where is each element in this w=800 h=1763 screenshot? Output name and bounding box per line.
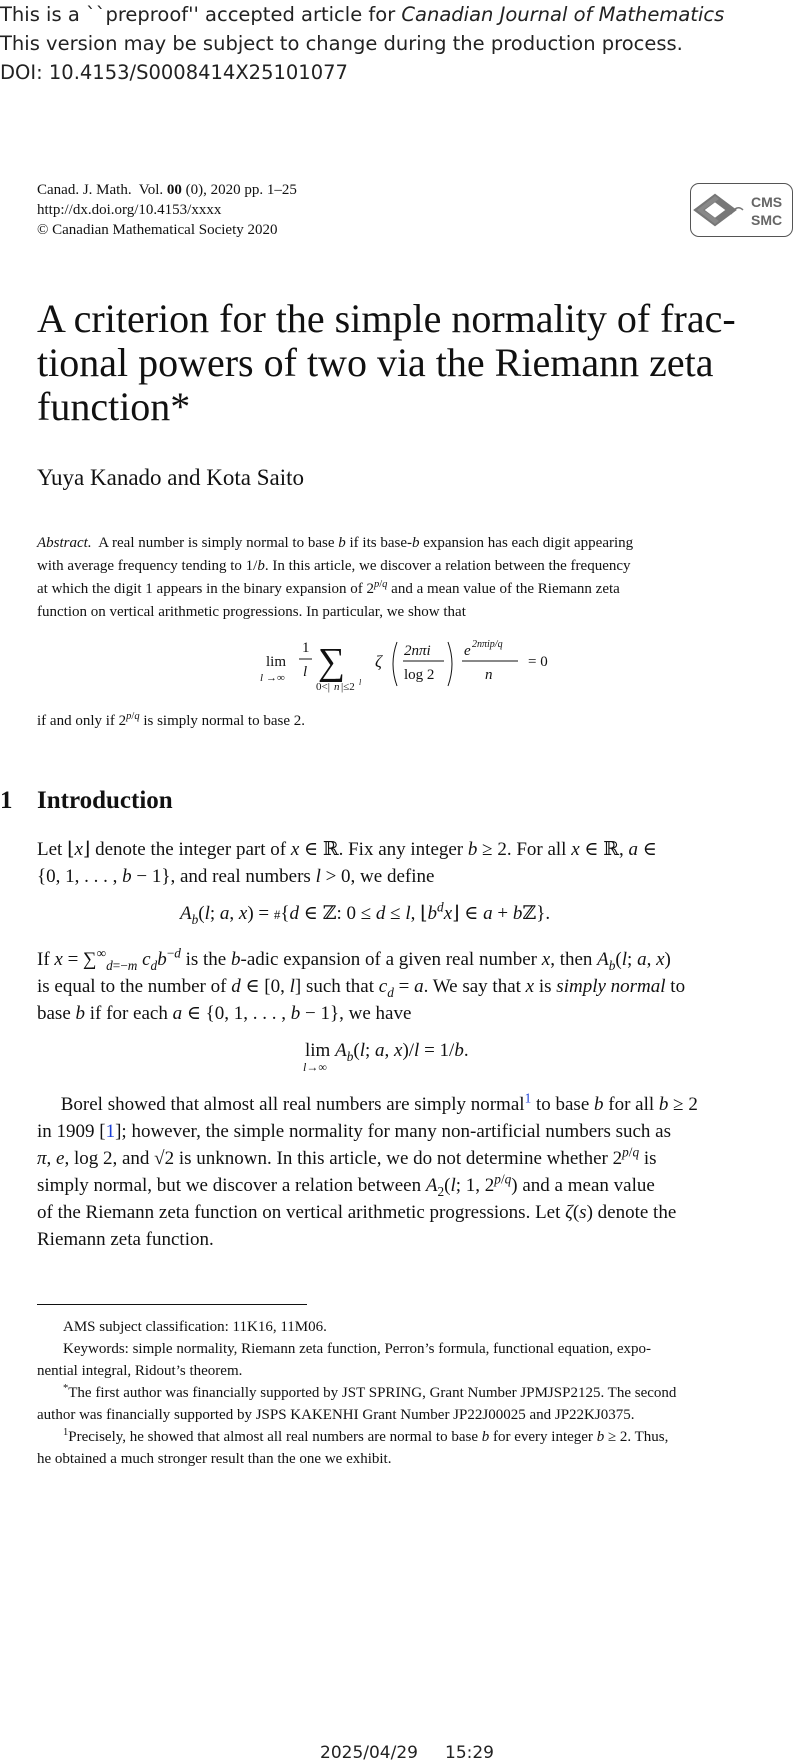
citation-1[interactable]: 1 (105, 1121, 116, 1142)
svg-text:e: e (464, 643, 471, 659)
preproof-line-1: This is a ``preproof'' accepted article for Canadian Journal of Mathematics (0, 3, 725, 26)
svg-text:n: n (485, 667, 493, 683)
doi-line: DOI: 10.4153/S0008414X25101077 (0, 61, 348, 84)
footnote-1: $^1$Precisely, he showed that almost all real numbers are normal to base b for every integer b ≥ 2. Thus, (63, 1427, 669, 1445)
svg-text:lim: lim (266, 654, 287, 670)
section-number: 1 (0, 787, 13, 814)
svg-text:0<|: 0<| (316, 681, 330, 693)
abstract-line-3: at which the digit 1 appears in the binary expansion of $2^{p/q}$ and a mean value of the Riemann zeta (37, 579, 620, 597)
footnote-ref-1[interactable]: 1 (524, 1090, 532, 1106)
preproof-banner (0, 0, 800, 87)
ams-classification: AMS subject classification: 11K16, 11M06. (63, 1319, 327, 1335)
svg-text:= 0: = 0 (528, 654, 548, 670)
svg-text:→∞: →∞ (266, 672, 285, 684)
paragraph-2: If $x = \sum^\infty_{d=-m}$ $c_db^{-d}$ is the b-adic expansion of a given real number x, then $A_b(l$; a, x) is equal to the number of d ∈ [0, l] such that $c_d = a$. We say that x is simply normal to base b if for each a ∈ {0, 1, . . . , b − 1}, we have (37, 945, 686, 1024)
cms-smc-logo (690, 183, 793, 237)
abstract-equation (258, 630, 578, 702)
svg-text:CMS: CMS (751, 194, 783, 210)
journal-copyright: © Canadian Mathematical Society 2020 (37, 222, 278, 238)
svg-text:l: l (359, 678, 362, 687)
journal-volume: Canad. J. Math. Vol. 00 (0), 2020 pp. 1–25 (37, 182, 297, 198)
svg-text:2nπip/q: 2nπip/q (472, 639, 503, 650)
cms-logo-icon (691, 184, 791, 235)
footnotes: AMS subject classification: 11K16, 11M06. Keywords: simple normality, Riemann zeta function, Perron’s formula, functional equation, expo- nential integral, Ridout’s theorem. *The first author was financially supported by JST SPRING, Grant Number JPMJSP2125. The second author was financially supported by JSPS KAKENHI Grant Number JP22J00025 and JP22KJ0375. $^1$Precisely, he showed that almost all real numbers are normal to base b for every integer b ≥ 2. Thus, he obtained a much stronger result than the one we exhibit. (37, 1316, 792, 1470)
svg-text:∑: ∑ (318, 641, 346, 683)
footnote-rule (37, 1304, 307, 1305)
svg-text:SMC: SMC (751, 212, 783, 228)
svg-text:1: 1 (302, 640, 310, 656)
equation-1: $A_b(l$; a, x) = #{d ∈ ℤ: 0 ≤ d ≤ l, $⌊b^dx⌋$ ∈ a + bℤ}. (180, 899, 551, 927)
journal-url: http://dx.doi.org/10.4153/xxxx (37, 202, 222, 218)
abstract (37, 532, 765, 624)
date-stamp: 2025/04/29 15:29 (320, 1743, 494, 1763)
svg-text:n: n (334, 681, 340, 693)
svg-text:log 2: log 2 (404, 667, 435, 683)
equation-2: lim l→∞ $A_b(l$; a, x)/l = 1/b. (303, 1040, 469, 1074)
authors: Yuya Kanado and Kota Saito (37, 465, 304, 490)
abstract-conclusion: if and only if $2^{p/q}$ is simply normal to base 2. (37, 711, 305, 729)
section-title: Introduction (37, 787, 173, 814)
journal-info (37, 180, 297, 240)
svg-text:ζ: ζ (375, 652, 382, 671)
svg-text:l: l (303, 664, 308, 680)
abstract-line-1: Abstract. A real number is simply normal to base b if its base-b expansion has each digit appearing (37, 535, 634, 551)
svg-text:|≤2: |≤2 (341, 681, 355, 693)
footnote-star: *The first author was financially supported by JST SPRING, Grant Number JPMJSP2125. The second (63, 1383, 677, 1401)
svg-text:2nπi: 2nπi (404, 643, 431, 659)
svg-text:l: l (260, 672, 264, 684)
abstract-line-4: function on vertical arithmetic progressions. In particular, we show that (37, 604, 466, 620)
abstract-line-2: with average frequency tending to 1/b. In this article, we discover a relation between the frequency (37, 558, 631, 574)
keywords: Keywords: simple normality, Riemann zeta function, Perron’s formula, functional equation, expo- (63, 1341, 652, 1357)
preproof-line-2: This version may be subject to change during the production process. (0, 32, 683, 55)
paragraph-1: Let ⌊x⌋ denote the integer part of x ∈ ℝ. Fix any integer b ≥ 2. For all x ∈ ℝ, a ∈ {0, 1, . . . , b − 1}, and real numbers l > 0, we define (37, 839, 657, 887)
journal-name: Canadian Journal of Mathematics (401, 3, 725, 26)
paragraph-3: Borel showed that almost all real numbers are simply normal$^1$ to base b for all b ≥ 2 in 1909 [1]; however, the simple normality for many non-artificial numbers such as π, e, log 2, and √2 is unknown. In this article, we do not determine whether $2^{p/q}$ is simply normal, but we discover a relation between $A_2(l$; 1, $2^{p/q}$) and a mean value of the Riemann zeta function on vertical arithmetic progressions. Let ζ(s) denote the Riemann zeta function. (37, 1090, 698, 1250)
paper-title: A criterion for the simple normality of frac- tional powers of two via the Riemann zeta function* (37, 296, 736, 429)
